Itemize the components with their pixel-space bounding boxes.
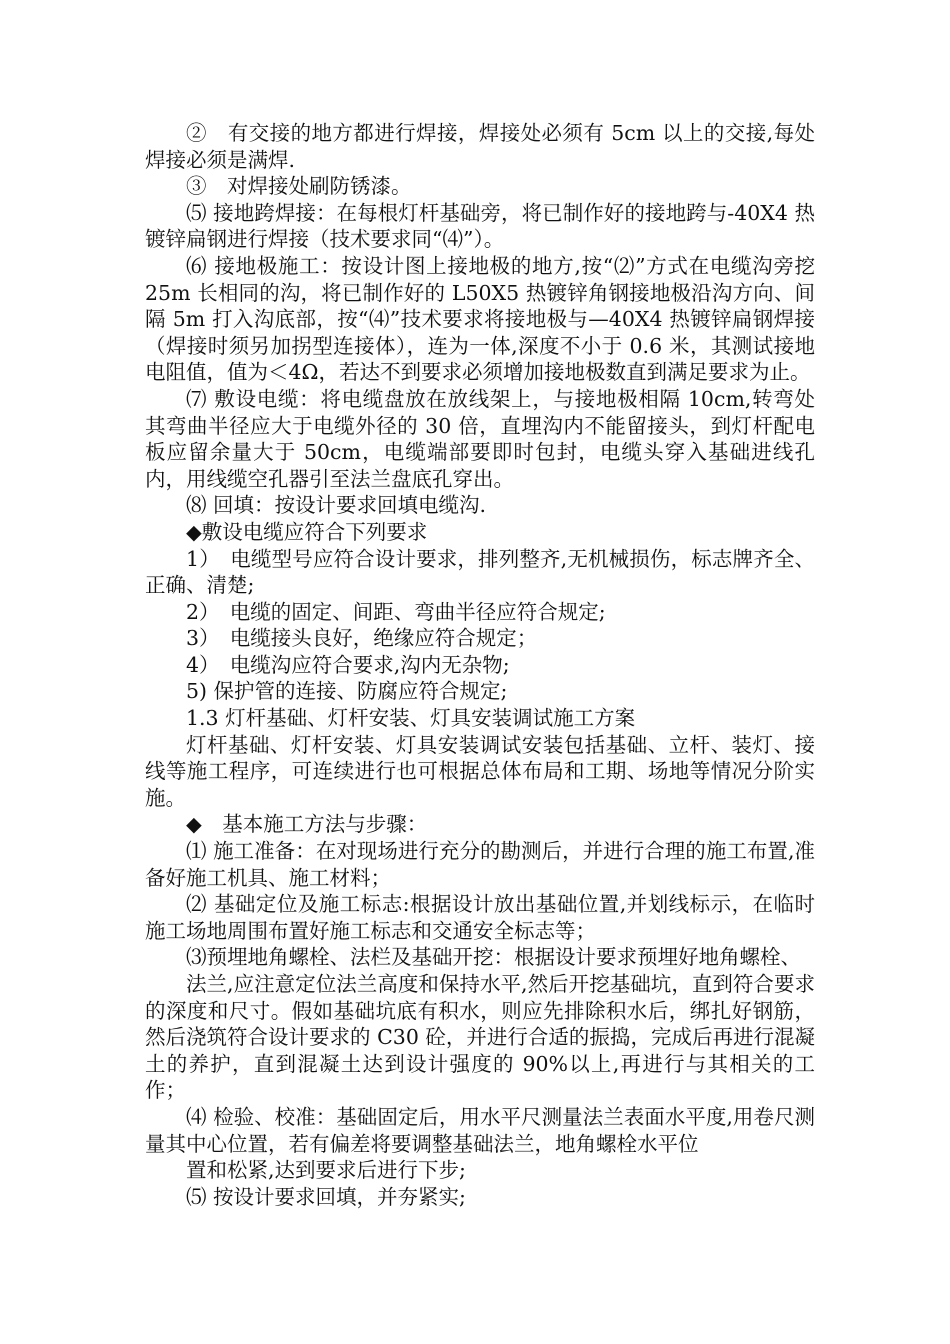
list-item-cable-joint: 3） 电缆接头良好，绝缘应符合规定； xyxy=(186,626,538,651)
list-item-cable-trench: 4） 电缆沟应符合要求,沟内无杂物; xyxy=(186,652,510,677)
paragraph-anchor-bolts: ⑶预埋地角螺栓、法栏及基础开挖：根据设计要求预埋好地角螺栓、 xyxy=(186,945,801,970)
document-body xyxy=(145,120,815,1210)
section-heading-1-3: 1.3 灯杆基础、灯杆安装、灯具安装调试施工方案 xyxy=(186,706,636,731)
paragraph-lay-cable: ⑺ 敷设电缆：将电缆盘放在放线架上，与接地极相隔 10cm,转弯处其弯曲半径应大于电缆外径的 30 倍，直埋沟内不能留接头，到灯杆配电板应留余量大于 50cm，电缆端部要即时包封，电缆头穿入基础进线孔内，用线缆空孔器引至法兰盘底孔穿出。 xyxy=(145,386,815,491)
list-item-protection-pipe: 5) 保护管的连接、防腐应符合规定; xyxy=(186,679,508,704)
paragraph-foundation-positioning: ⑵ 基础定位及施工标志:根据设计放出基础位置,并划线标示，在临时施工场地周围布置好施工标志和交通安全标志等； xyxy=(145,892,815,943)
paragraph-tightness: 置和松紧,达到要求后进行下步; xyxy=(186,1158,466,1183)
paragraph-basic-method-heading: ◆ 基本施工方法与步骤： xyxy=(186,812,428,837)
paragraph-cable-requirements-heading: ◆敷设电缆应符合下列要求 xyxy=(186,519,428,544)
paragraph-installation-overview: 灯杆基础、灯杆安装、灯具安装调试安装包括基础、立杆、装灯、接线等施工程序，可连续进行也可根据总体布局和工期、场地等情况分阶实施。 xyxy=(145,732,815,810)
list-item-cable-model: 1） 电缆型号应符合设计要求，排列整齐,无机械损伤，标志牌齐全、正确、清楚; xyxy=(145,546,815,598)
paragraph-backfill-compact: ⑸ 按设计要求回填，并夯紧实; xyxy=(186,1184,466,1209)
paragraph-inspection-calibration: ⑷ 检验、校准：基础固定后，用水平尺测量法兰表面水平度,用卷尺测量其中心位置，若有偏差将要调整基础法兰，地角螺栓水平位 xyxy=(145,1104,815,1156)
paragraph-flange-excavation: 法兰,应注意定位法兰高度和保持水平,然后开挖基础坑，直到符合要求的深度和尺寸。假如基础坑底有积水，则应先排除积水后，绑扎好钢筋，然后浇筑符合设计要求的 C30 砼，并进行合适的振捣，完成后再进行混凝土的养护，直到混凝土达到设计强度的 90%以上,再进行与其相关的工作； xyxy=(145,972,815,1103)
paragraph-rust-paint: ③ 对焊接处刷防锈漆。 xyxy=(186,174,412,199)
paragraph-ground-electrode: ⑹ 接地极施工：按设计图上接地极的地方,按“⑵”方式在电缆沟旁挖 25m 长相同的沟，将已制作好的 L50X5 热镀锌角钢接地极沿沟方向、间隔 5m 打入沟底部，按“⑷”技术要求将接地极与—40X4 热镀锌扁钢焊接（焊接时须另加拐型连接体），连为一体,深度不小于 0.6 米，其测试接地电阻值，值为＜4Ω，若达不到要求必须增加接地极数直到满足要求为止。 xyxy=(145,253,815,385)
paragraph-construction-prep: ⑴ 施工准备：在对现场进行充分的勘测后，并进行合理的施工布置,准备好施工机具、施工材料； xyxy=(145,839,815,890)
paragraph-weld-overlap: ② 有交接的地方都进行焊接，焊接处必须有 5cm 以上的交接,每处焊接必须是满焊. xyxy=(145,121,815,172)
paragraph-ground-jumper-weld: ⑸ 接地跨焊接：在每根灯杆基础旁，将已制作好的接地跨与-40X4 热镀锌扁钢进行焊接（技术要求同“⑷”）。 xyxy=(145,200,815,252)
paragraph-backfill-trench: ⑻ 回填：按设计要求回填电缆沟. xyxy=(186,493,487,518)
list-item-cable-fixing: 2） 电缆的固定、间距、弯曲半径应符合规定; xyxy=(186,599,606,624)
